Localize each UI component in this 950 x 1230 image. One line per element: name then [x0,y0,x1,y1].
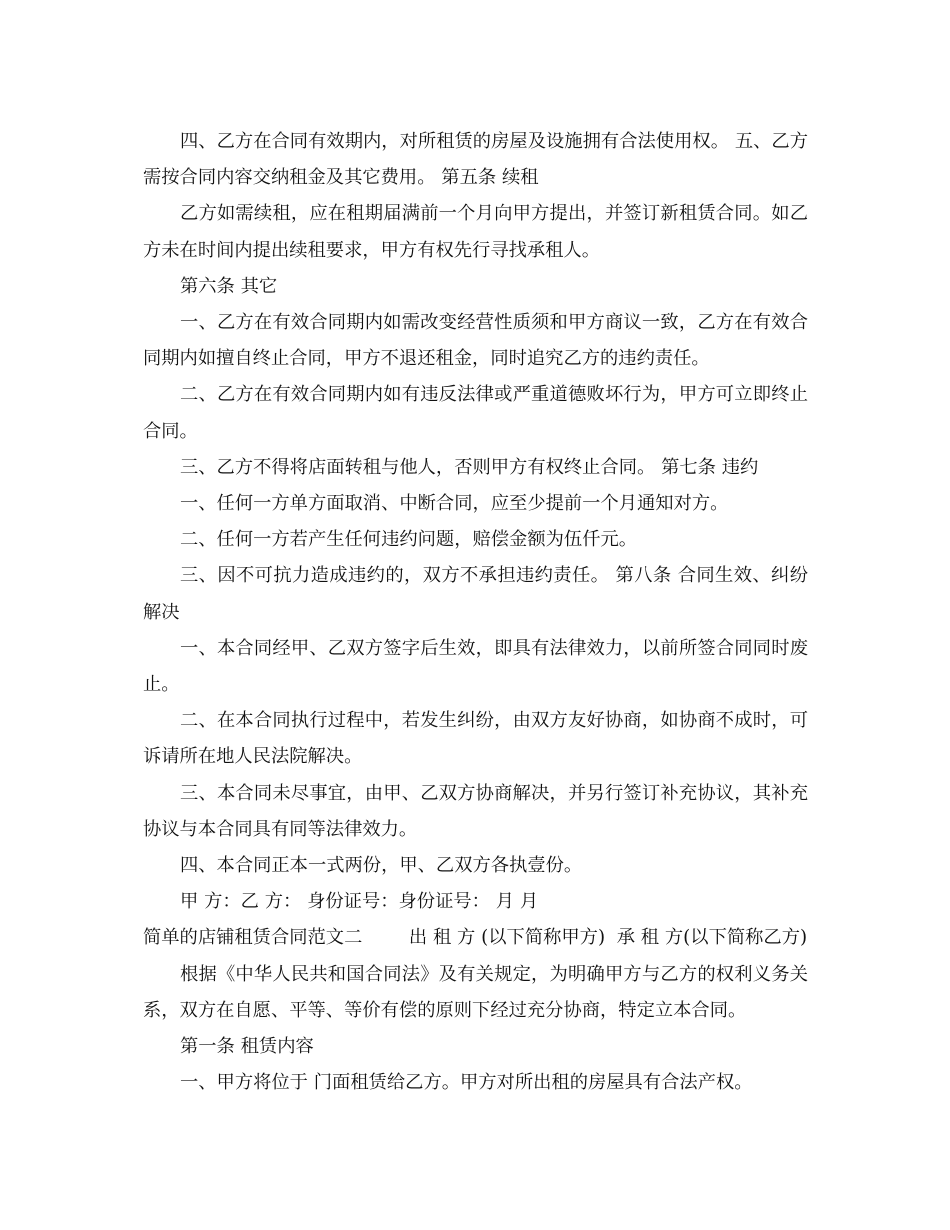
clause-paragraph: 四、乙方在合同有效期内，对所租赁的房屋及设施拥有合法使用权。 五、乙方需按合同内容交纳租金及其它费用。 第五条 续租 [143,131,808,189]
clause-paragraph: 一、甲方将位于 门面租赁给乙方。甲方对所出租的房屋具有合法产权。 [180,1072,753,1094]
document-title-line: 简单的店铺租赁合同范文二 出 租 方 (以下简称甲方) 承 租 方(以下简称乙方) [143,927,808,949]
clause-paragraph: 四、本合同正本一式两份，甲、乙双方各执壹份。 [180,855,583,877]
clause-paragraph: 二、乙方在有效合同期内如有违反法律或严重道德败坏行为，甲方可立即终止合同。 [143,384,808,442]
clause-paragraph: 一、任何一方单方面取消、中断合同，应至少提前一个月通知对方。 [180,493,729,515]
article-heading: 第六条 其它 [180,275,278,297]
clause-paragraph: 二、在本合同执行过程中，若发生纠纷，由双方友好协商，如协商不成时，可诉请所在地人民法院解决。 [143,710,808,768]
clause-paragraph: 三、本合同未尽事宜，由甲、乙双方协商解决，并另行签订补充协议，其补充协议与本合同具有同等法律效力。 [143,782,808,840]
article-heading: 第一条 租赁内容 [180,1036,314,1058]
clause-paragraph: 三、乙方不得将店面转租与他人，否则甲方有权终止合同。 第七条 违约 [180,456,759,478]
preamble-paragraph: 根据《中华人民共和国合同法》及有关规定，为明确甲方与乙方的权利义务关系，双方在自愿、平等、等价有偿的原则下经过充分协商，特定立本合同。 [143,963,808,1021]
clause-paragraph: 二、任何一方若产生任何违约问题，赔偿金额为伍仟元。 [180,529,638,551]
clause-paragraph: 一、乙方在有效合同期内如需改变经营性质须和甲方商议一致，乙方在有效合同期内如擅自终止合同，甲方不退还租金，同时追究乙方的违约责任。 [143,312,808,370]
document-body [143,124,808,1101]
signature-line: 甲 方：乙 方： 身份证号：身份证号： 月 月 [180,891,539,913]
clause-paragraph: 三、因不可抗力造成违约的，双方不承担违约责任。 第八条 合同生效、纠纷解决 [143,565,808,623]
clause-paragraph: 乙方如需续租，应在租期届满前一个月向甲方提出，并签订新租赁合同。如乙方未在时间内提出续租要求，甲方有权先行寻找承租人。 [143,203,808,261]
clause-paragraph: 一、本合同经甲、乙双方签字后生效，即具有法律效力，以前所签合同同时废止。 [143,637,808,696]
